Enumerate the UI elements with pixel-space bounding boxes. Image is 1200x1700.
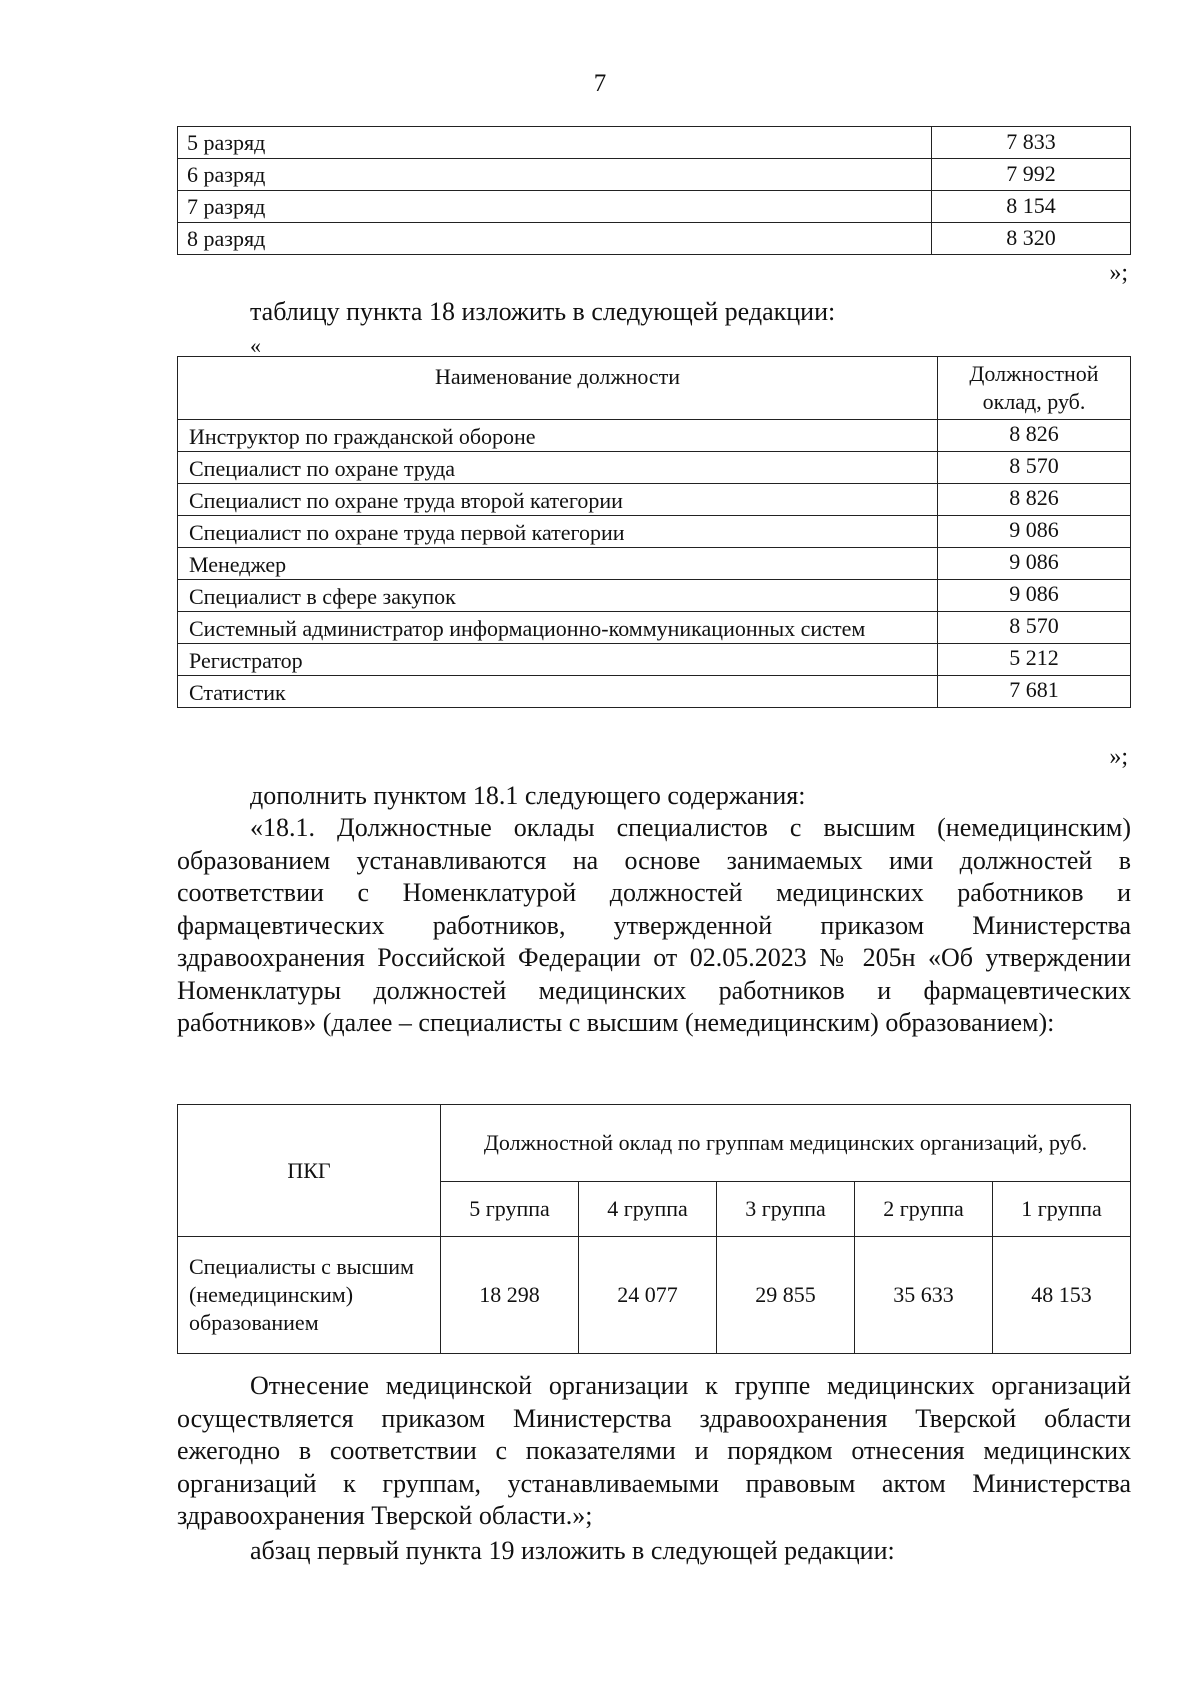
position-name: Специалист по охране труда второй категории — [178, 484, 938, 516]
position-salary: 9 086 — [938, 580, 1131, 612]
grade-name: 6 разряд — [178, 159, 932, 191]
position-salary: 9 086 — [938, 516, 1131, 548]
grade-name: 7 разряд — [178, 191, 932, 223]
paragraph-181: «18.1. Должностные оклады специалистов с высшим (немедицинским) образованием устанавливаются на основе занимаемых ими должностей в соответствии с Номенклатурой должностей медицинских работников и фармацевтических работников, утвержденной приказом Министерства здравоохранения Российской Федерации от 02.05.2023 № 205н «Об утверждении Номенклатуры должностей медицинских работников и фармацевтических работников» (далее – специалисты с высшим (немедицинским) образованием): — [177, 813, 1131, 1037]
position-name: Регистратор — [178, 644, 938, 676]
table-row — [178, 127, 1131, 159]
group-salary-table — [177, 1104, 1131, 1354]
closing-quote: »; — [1109, 744, 1128, 770]
position-salary: 8 826 — [938, 484, 1131, 516]
position-salary: 8 570 — [938, 612, 1131, 644]
table-row — [178, 452, 1131, 484]
group-value: 35 633 — [855, 1237, 993, 1354]
table-row — [178, 420, 1131, 452]
group-header: 5 группа — [441, 1182, 579, 1237]
table-header-row — [178, 1105, 1131, 1182]
table-header-row — [178, 357, 1131, 420]
table-row — [178, 1237, 1131, 1354]
table-row — [178, 676, 1131, 708]
group-value: 24 077 — [579, 1237, 717, 1354]
column-header-name: Наименование должности — [178, 357, 938, 420]
table-row — [178, 644, 1131, 676]
intro-19: абзац первый пункта 19 изложить в следующей редакции: — [250, 1536, 895, 1565]
grade-table — [177, 126, 1131, 255]
table-row — [178, 612, 1131, 644]
grade-value: 7 992 — [932, 159, 1131, 191]
grade-value: 7 833 — [932, 127, 1131, 159]
grade-name: 8 разряд — [178, 223, 932, 255]
table-row — [178, 580, 1131, 612]
position-salary: 7 681 — [938, 676, 1131, 708]
group-header: 3 группа — [717, 1182, 855, 1237]
position-name: Менеджер — [178, 548, 938, 580]
table-row — [178, 191, 1131, 223]
position-salary: 8 570 — [938, 452, 1131, 484]
position-name: Инструктор по гражданской обороне — [178, 420, 938, 452]
group-header: 2 группа — [855, 1182, 993, 1237]
grade-name: 5 разряд — [178, 127, 932, 159]
column-header-salary: Должностной оклад, руб. — [938, 357, 1131, 420]
table-row — [178, 223, 1131, 255]
group-header: 1 группа — [993, 1182, 1131, 1237]
column-header-groups: Должностной оклад по группам медицинских организаций, руб. — [441, 1105, 1131, 1182]
position-name: Специалист в сфере закупок — [178, 580, 938, 612]
position-name: Системный администратор информационно-коммуникационных систем — [178, 612, 938, 644]
table-row — [178, 516, 1131, 548]
grade-value: 8 320 — [932, 223, 1131, 255]
intro-181: дополнить пунктом 18.1 следующего содержания: — [250, 781, 806, 810]
table-row — [178, 548, 1131, 580]
group-value: 29 855 — [717, 1237, 855, 1354]
page-number: 7 — [593, 70, 607, 97]
paragraph-assignment: Отнесение медицинской организации к группе медицинских организаций осуществляется приказом Министерства здравоохранения Тверской области ежегодно в соответствии с показателями и порядком отнесения медицинских организаций к группам, устанавливаемыми правовым актом Министерства здравоохранения Тверской области.»; — [177, 1371, 1131, 1530]
position-salary: 8 826 — [938, 420, 1131, 452]
opening-quote: « — [250, 333, 261, 358]
position-name: Специалист по охране труда — [178, 452, 938, 484]
group-value: 18 298 — [441, 1237, 579, 1354]
row-label: Специалисты с высшим (немедицинским) образованием — [178, 1237, 441, 1354]
position-name: Статистик — [178, 676, 938, 708]
position-name: Специалист по охране труда первой категории — [178, 516, 938, 548]
table-row — [178, 159, 1131, 191]
positions-table — [177, 356, 1131, 708]
position-salary: 9 086 — [938, 548, 1131, 580]
table-row — [178, 484, 1131, 516]
column-header-pkg: ПКГ — [178, 1105, 441, 1237]
group-header: 4 группа — [579, 1182, 717, 1237]
position-salary: 5 212 — [938, 644, 1131, 676]
group-value: 48 153 — [993, 1237, 1131, 1354]
closing-quote: »; — [1109, 260, 1128, 286]
intro-table18: таблицу пункта 18 изложить в следующей редакции: — [250, 297, 836, 326]
grade-value: 8 154 — [932, 191, 1131, 223]
